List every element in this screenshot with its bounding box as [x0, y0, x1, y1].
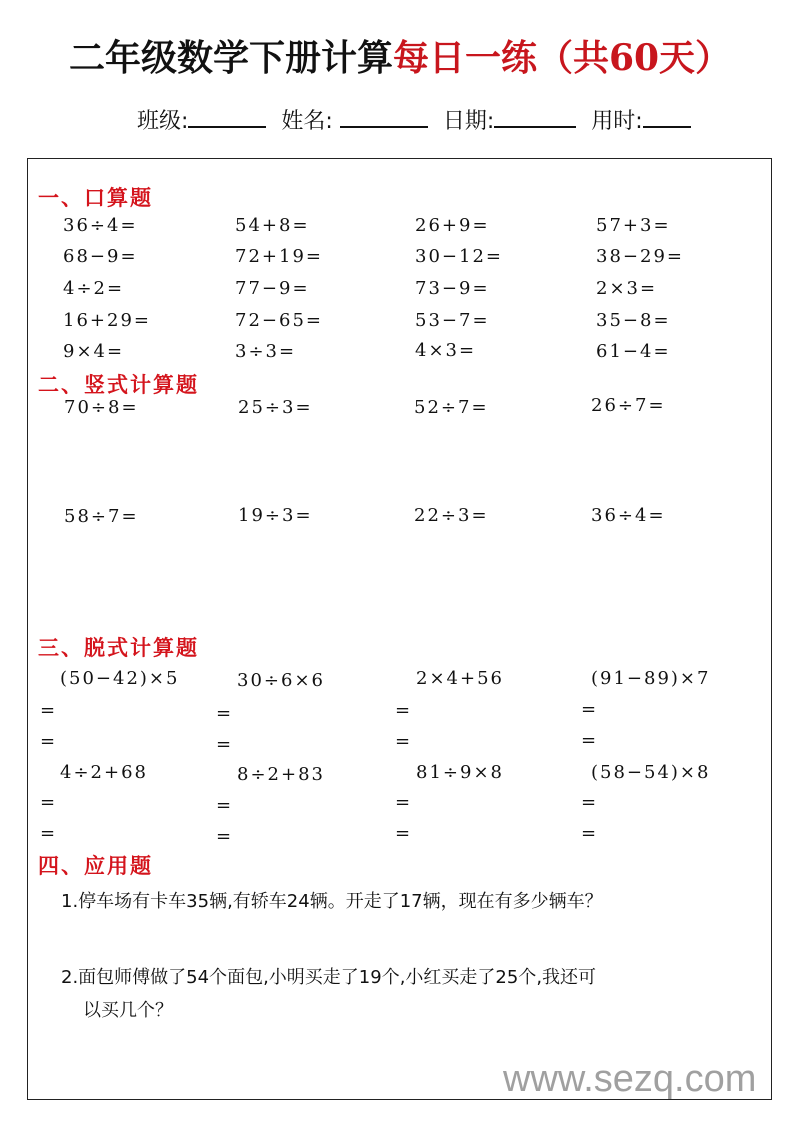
title-red-part: 每日一练（共60天）: [392, 37, 732, 79]
equals-sign: =: [395, 792, 411, 813]
date-field[interactable]: 日期:: [443, 104, 576, 135]
oral-problem: 61−4=: [596, 341, 671, 362]
word-problem-2-cont: 以买几个？: [83, 1000, 173, 1021]
title-black-part: 二年级数学下册计算: [68, 37, 393, 79]
oral-problem: 26+9=: [415, 215, 490, 236]
oral-problem: 72−65=: [235, 310, 323, 331]
worksheet-title: [0, 30, 800, 81]
stepwise-problem: 8÷2+83: [237, 764, 325, 785]
vertical-problem: 70÷8=: [64, 397, 139, 418]
oral-problem: 36÷4=: [63, 215, 138, 236]
stepwise-problem: 4÷2+68: [60, 762, 148, 783]
stepwise-problem: 2×4+56: [416, 668, 504, 689]
watermark: www.sezq.com: [503, 1058, 757, 1100]
equals-sign: =: [395, 700, 411, 721]
vertical-problem: 22÷3=: [414, 505, 489, 526]
vertical-problem: 58÷7=: [64, 506, 139, 527]
equals-sign: =: [216, 703, 232, 724]
equals-sign: =: [216, 795, 232, 816]
oral-problem: 4÷2=: [63, 278, 125, 299]
oral-problem: 38−29=: [596, 246, 684, 267]
oral-problem: 53−7=: [415, 310, 490, 331]
name-blank[interactable]: [340, 106, 428, 128]
equals-sign: =: [40, 700, 56, 721]
oral-problem: 3÷3=: [235, 341, 297, 362]
word-problem-2: 2.面包师傅做了54个面包,小明买走了19个,小红买走了25个,我还可: [61, 967, 597, 988]
stepwise-problem: (91−89)×7: [591, 668, 711, 689]
student-info-row: [137, 104, 699, 135]
worksheet-border: [27, 158, 772, 1100]
stepwise-problem: 81÷9×8: [416, 762, 504, 783]
equals-sign: =: [40, 731, 56, 752]
section4-title: 四、应用题: [38, 853, 153, 878]
vertical-problem: 26÷7=: [591, 395, 666, 416]
word-problem-1: 1.停车场有卡车35辆,有轿车24辆。开走了17辆，现在有多少辆车？: [61, 891, 603, 912]
oral-problem: 57+3=: [596, 215, 671, 236]
section2-title: 二、竖式计算题: [38, 372, 199, 397]
oral-problem: 77−9=: [235, 278, 310, 299]
equals-sign: =: [395, 823, 411, 844]
stepwise-problem: 30÷6×6: [237, 670, 325, 691]
time-field[interactable]: 用时:: [591, 104, 690, 135]
section3-title: 三、脱式计算题: [38, 635, 199, 660]
oral-problem: 72+19=: [235, 246, 323, 267]
oral-problem: 9×4=: [63, 341, 125, 362]
vertical-problem: 25÷3=: [238, 397, 313, 418]
vertical-problem: 36÷4=: [591, 505, 666, 526]
equals-sign: =: [581, 699, 597, 720]
time-blank[interactable]: [643, 106, 691, 128]
equals-sign: =: [581, 730, 597, 751]
oral-problem: 73−9=: [415, 278, 490, 299]
stepwise-problem: (58−54)×8: [591, 762, 711, 783]
oral-problem: 4×3=: [415, 340, 477, 361]
equals-sign: =: [40, 792, 56, 813]
class-field[interactable]: 班级:: [137, 104, 266, 135]
equals-sign: =: [581, 823, 597, 844]
equals-sign: =: [395, 731, 411, 752]
name-field[interactable]: 姓名:: [281, 104, 427, 135]
equals-sign: =: [40, 823, 56, 844]
equals-sign: =: [216, 826, 232, 847]
oral-problem: 35−8=: [596, 310, 671, 331]
class-blank[interactable]: [188, 106, 266, 128]
date-blank[interactable]: [494, 106, 576, 128]
stepwise-problem: (50−42)×5: [60, 668, 180, 689]
oral-problem: 30−12=: [415, 246, 503, 267]
oral-problem: 2×3=: [596, 278, 658, 299]
equals-sign: =: [216, 734, 232, 755]
vertical-problem: 19÷3=: [238, 505, 313, 526]
section1-title: 一、口算题: [38, 185, 153, 210]
oral-problem: 54+8=: [235, 215, 310, 236]
vertical-problem: 52÷7=: [414, 397, 489, 418]
oral-problem: 16+29=: [63, 310, 151, 331]
equals-sign: =: [581, 792, 597, 813]
oral-problem: 68−9=: [63, 246, 138, 267]
